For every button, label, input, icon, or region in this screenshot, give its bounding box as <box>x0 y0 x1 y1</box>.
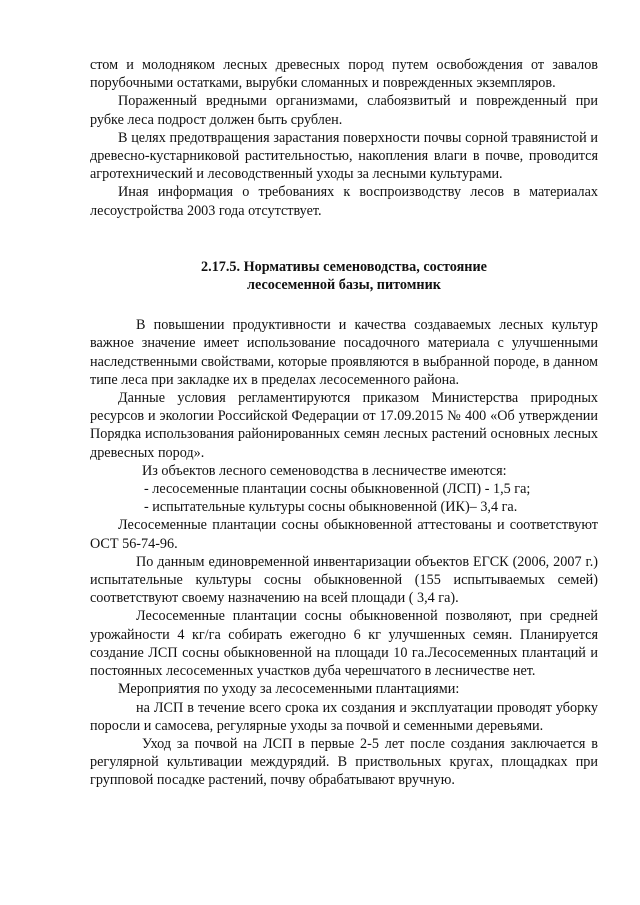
paragraph-productivity: В повышении продуктивности и качества создаваемых лесных культур важное значение имеет использование посадочного материала с улучшенными наследственными свойствами, которые проявляются в выбранной породе, в данном типе леса при закладке их в пределах лесосеменного района. <box>90 317 598 388</box>
list-item-ik: - испытательные культуры сосны обыкновенной (ИК)– 3,4 га. <box>144 499 518 516</box>
document-page <box>90 56 598 790</box>
paragraph-prevention: В целях предотвращения зарастания поверхности почвы сорной травянистой и древесно-кустарниковой растительностью, накопления влаги в почве, проводится агротехнический и лесоводственный уходы за лесными культурами. <box>90 129 598 183</box>
paragraph-damaged-undergrowth: Пораженный вредными организмами, слабоязвитый и поврежденный при рубке леса подрост должен быть срублен. <box>90 93 598 128</box>
paragraph-objects-intro: Из объектов лесного семеноводства в лесничестве имеются: <box>142 462 507 479</box>
paragraph-inventory: По данным единовременной инвентаризации объектов ЕГСК (2006, 2007 г.) испытательные культуры сосны обыкновенной (155 испытываемых семей) соответствуют своему назначению на всей площади ( 3,4 га). <box>90 553 598 607</box>
paragraph-care-lsp: на ЛСП в течение всего срока их создания и эксплуатации проводят уборку поросли и самосева, регулярные уходы за почвой и семенными деревьями. <box>90 699 598 734</box>
section-heading <box>90 258 598 294</box>
list-item-lsp: - лесосеменные плантации сосны обыкновенной (ЛСП) - 1,5 га; <box>144 481 531 498</box>
paragraph-continuation: стом и молодняком лесных древесных пород путем освобождения от завалов порубочными остатками, вырубки сломанных и поврежденных экземпляров. <box>90 57 598 92</box>
paragraph-other-info: Иная информация о требованиях к воспроизводству лесов в материалах лесоустройства 2003 года отсутствует. <box>90 184 598 219</box>
paragraph-soil-care: Уход за почвой на ЛСП в первые 2-5 лет после создания заключается в регулярной культивации междурядий. В приствольных кругах, площадках при групповой посадке растений, почву обрабатывают вручную. <box>90 735 598 789</box>
paragraph-care-measures: Мероприятия по уходу за лесосеменными плантациями: <box>118 681 460 698</box>
paragraph-regulation: Данные условия регламентируются приказом Министерства природных ресурсов и экологии Российской Федерации от 17.09.2015 № 400 «Об утверждении Порядка использования районированных семян лесных растений основных лесных древесных пород». <box>90 390 598 461</box>
section-heading-line2: лесосеменной базы, питомник <box>247 277 441 294</box>
paragraph-plantations-yield: Лесосеменные плантации сосны обыкновенной позволяют, при средней урожайности 4 кг/га собирать ежегодно 6 кг улучшенных семян. Планируется создание ЛСП сосны обыкновенной на площади 10 га.Лесосеменных плантаций и постоянных лесосеменных участков дуба черешчатого в лесничестве нет. <box>90 608 598 680</box>
section-heading-line1: 2.17.5. Нормативы семеноводства, состояние <box>201 258 487 275</box>
paragraph-certified: Лесосеменные плантации сосны обыкновенной аттестованы и соответствуют ОСТ 56-74-96. <box>90 517 598 552</box>
